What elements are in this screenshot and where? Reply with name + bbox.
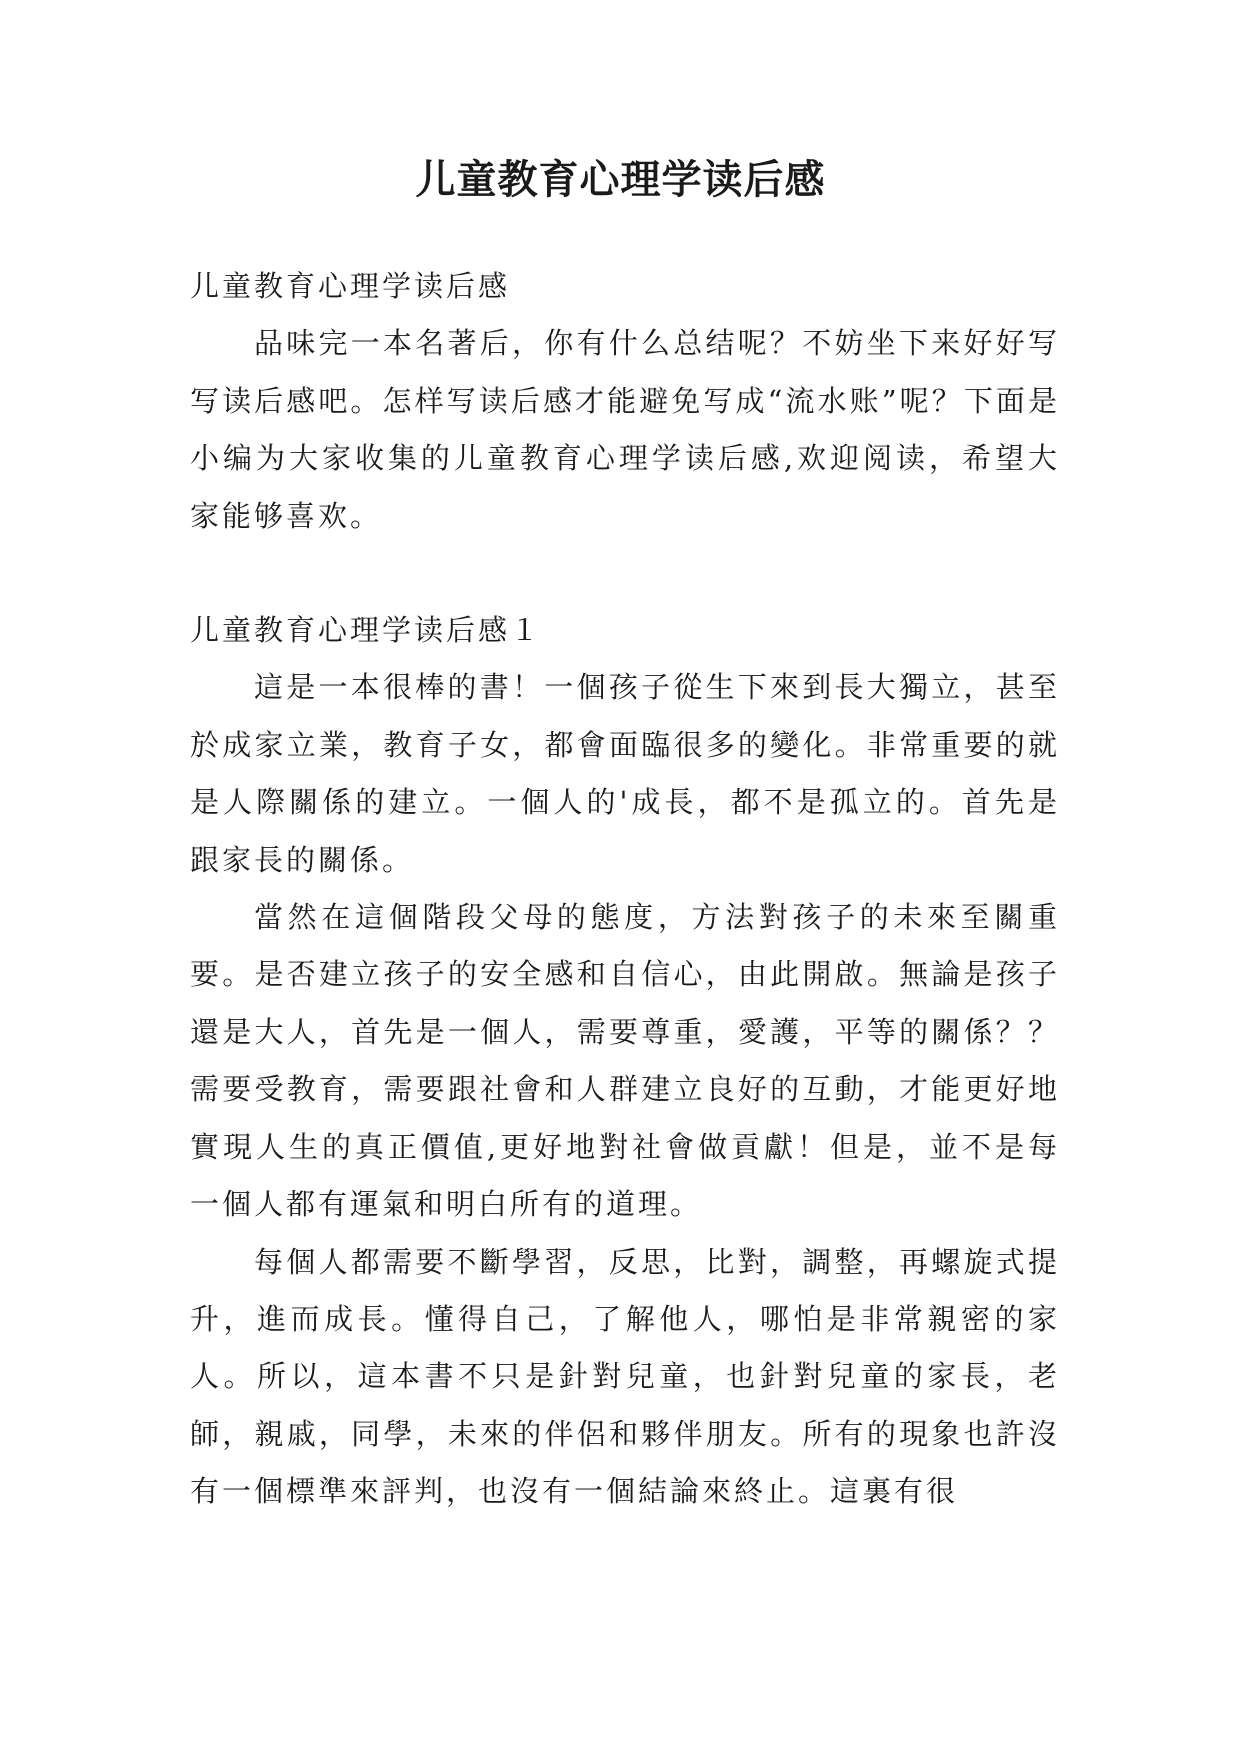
section-1-heading: 儿童教育心理学读后感１ — [190, 613, 543, 648]
section-heading: 儿童教育心理学读后感 — [190, 269, 511, 303]
document-title: 儿童教育心理学读后感 — [415, 156, 826, 203]
paragraph-spacer — [190, 545, 1060, 602]
body-paragraph-3: 每個人都需要不斷學習，反思，比對，調整，再螺旋式提升，進而成長。懂得自己，了解他人，哪怕是非常親密的家人。所以，這本書不只是針對兒童，也針對兒童的家長，老師，親戚，同學，未來的伴侶和夥伴朋友。所有的現象也許沒有一個標準來評判，也沒有一個結論來終止。這裏有很 — [190, 1244, 1060, 1509]
body-paragraph-1: 這是一本很棒的書！一個孩子從生下來到長大獨立，甚至於成家立業，教育子女，都會面臨很多的變化。非常重要的就是人際關係的建立。一個人的'成長，都不是孤立的。首先是跟家長的關係。 — [190, 670, 1060, 877]
body-paragraph-2: 當然在這個階段父母的態度，方法對孩子的未來至關重要。是否建立孩子的安全感和自信心，由此開啟。無論是孩子還是大人，首先是一個人，需要尊重，愛護，平等的關係？？需要受教育，需要跟社會和人群建立良好的互動，才能更好地實現人生的真正價值,更好地對社會做貢獻！但是，並不是每一個人都有運氣和明白所有的道理。 — [190, 900, 1060, 1222]
document-body — [190, 258, 1060, 1521]
intro-paragraph: 品味完一本名著后，你有什么总结呢？不妨坐下来好好写写读后感吧。怎样写读后感才能避免写成“流水账”呢？下面是小编为大家收集的儿童教育心理学读后感,欢迎阅读，希望大家能够喜欢。 — [190, 326, 1060, 533]
